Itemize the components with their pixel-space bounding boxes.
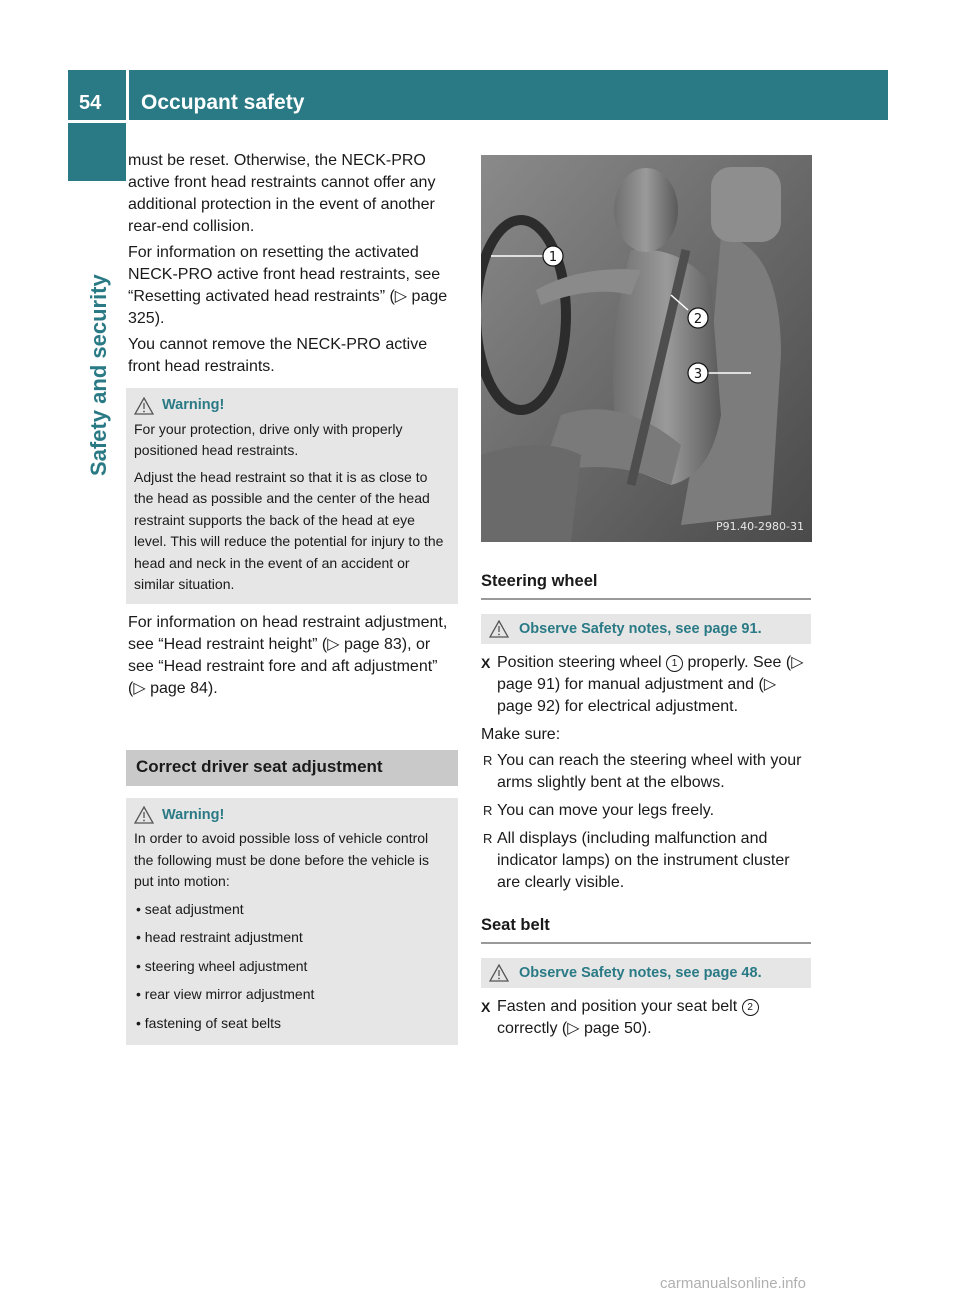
- warning-triangle-icon: [489, 620, 509, 638]
- left-column: [128, 150, 458, 1053]
- list-item: R You can reach the steering wheel with your arms slightly bent at the elbows.: [481, 750, 811, 794]
- side-tab-label: Safety and security: [86, 274, 111, 476]
- make-sure-label: Make sure:: [481, 726, 561, 743]
- warning-triangle-icon: [489, 964, 509, 982]
- warning-triangle-icon: [134, 806, 154, 824]
- page-title: Occupant safety: [129, 70, 888, 120]
- info-paragraph: For information on head restraint adjustment, see “Head restraint height” (▷ page 83), or see “Head restraint fore and aft adjustment” (▷ page 84).: [128, 613, 448, 697]
- steering-wheel-heading: Steering wheel: [481, 570, 811, 600]
- list-item: • rear view mirror adjustment: [136, 986, 315, 1002]
- intro-paragraph: must be reset. Otherwise, the NECK-PRO active front head restraints cannot offer any additional protection in the event of another rear-end collision.: [128, 152, 436, 235]
- list-item: • steering wheel adjustment: [136, 957, 308, 974]
- callout-2-ref: 2: [742, 999, 759, 1016]
- warning-text: In order to avoid possible loss of vehicle control the following must be done before the vehicle is put into motion:: [134, 830, 429, 889]
- seat-belt-heading: Seat belt: [481, 914, 811, 944]
- warning-box: [126, 388, 458, 604]
- side-block: [68, 123, 126, 181]
- driver-seating-figure: [481, 155, 812, 542]
- instruction-step: X Fasten and position your seat belt 2 correctly (▷ page 50).: [481, 996, 811, 1040]
- list-item: • head restraint adjustment: [136, 929, 303, 945]
- list-item: R You can move your legs freely.: [481, 800, 811, 822]
- intro-paragraph: You cannot remove the NECK-PRO active front head restraints.: [128, 336, 428, 375]
- head: [614, 168, 678, 252]
- warning-text: For your protection, drive only with properly positioned head restraints.: [134, 420, 403, 458]
- safety-note: Observe Safety notes, see page 48.: [481, 958, 811, 988]
- page-number: 54: [68, 70, 126, 120]
- list-item: R All displays (including malfunction and indicator lamps) on the instrument cluster are clearly visible.: [481, 828, 811, 894]
- section-heading: Correct driver seat adjustment: [126, 750, 458, 786]
- right-column: [481, 155, 811, 1046]
- safety-note: Observe Safety notes, see page 91.: [481, 614, 811, 644]
- warning-title: Warning!: [162, 397, 225, 413]
- list-item: • fastening of seat belts: [136, 1014, 281, 1031]
- driver-illustration: [481, 155, 812, 542]
- callout-2: 2: [693, 312, 703, 327]
- warning-title: Warning!: [162, 806, 225, 823]
- figure-code: P91.40-2980-31: [715, 520, 804, 533]
- callout-3: 3: [693, 367, 703, 382]
- instruction-step: X Position steering wheel 1 properly. See (▷ page 91) for manual adjustment and (▷ page 92) for electrical adjustment.: [481, 652, 811, 718]
- warning-text: Adjust the head restraint so that it is as close to the head as possible and the center of the head restraint supports the back of the head at eye level. This will reduce the potential for injury to the head and neck in the event of an accident or similar situation.: [134, 468, 444, 592]
- callout-1: 1: [548, 250, 558, 265]
- warning-header: [134, 805, 450, 827]
- warning-box: [126, 798, 458, 1046]
- head-restraint: [711, 167, 781, 242]
- intro-paragraph: For information on resetting the activated NECK-PRO active front head restraints, see “Resetting activated head restraints” (▷ page 325).: [128, 244, 448, 327]
- warning-header: [134, 395, 450, 417]
- list-item: • seat adjustment: [136, 900, 244, 917]
- footer-watermark[interactable]: carmanualsonline.info: [660, 1275, 806, 1292]
- callout-1-ref: 1: [666, 655, 683, 672]
- warning-triangle-icon: [134, 397, 154, 415]
